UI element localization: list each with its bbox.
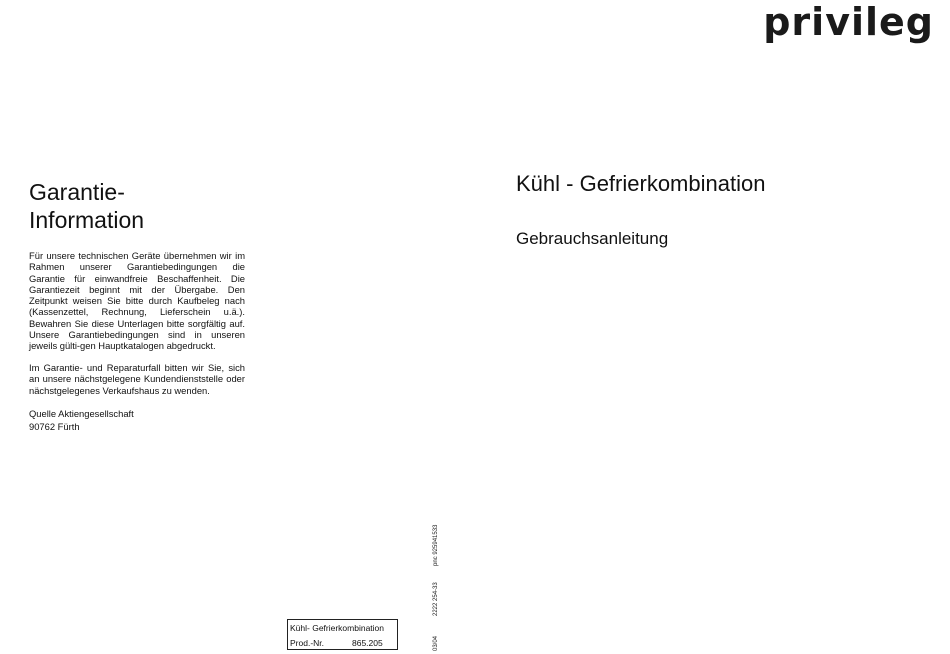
manual-title: Kühl - Gefrierkombination <box>516 171 766 196</box>
product-number-row <box>290 638 393 648</box>
warranty-paragraph-1: Für unsere technischen Geräte übernehmen wir im Rahmen unserer Garantiebedingungen die Garantie für einwandfreie Beschaffenheit. Die Garantiezeit beginnt mit der Übergabe. Den Zeitpunkt weisen Sie bitte durch Kaufbeleg nach (Kassenzettel, Rechnung, Lieferschein u.ä.). Bewahren Sie diese Unterlagen bitte sorgfältig auf. Unsere Garantiebedingungen sind in unseren jeweils gülti-gen Hauptkatalogen abgedruckt. <box>29 250 245 352</box>
product-info-box <box>287 619 398 650</box>
warranty-paragraph-2: Im Garantie- und Reparaturfall bitten wir Sie, sich an unsere nächstgelegene Kundendienststelle oder nächstgelegenes Verkaufshaus zu wenden. <box>29 362 245 396</box>
privileg-logo: privileg <box>763 0 934 44</box>
product-number-value: 865.205 <box>352 638 383 648</box>
warranty-title <box>29 178 249 234</box>
address-city: 90762 Fürth <box>29 420 80 432</box>
doc-code: 2222 254-33 <box>433 582 439 616</box>
pnc-code: pnc 925941533 <box>433 524 439 566</box>
manual-subtitle: Gebrauchsanleitung <box>516 229 669 248</box>
address-company: Quelle Aktiengesellschaft <box>29 408 134 419</box>
warranty-title-line2: Information <box>29 207 145 233</box>
product-name: Kühl- Gefrierkombination <box>290 623 385 633</box>
company-address <box>29 408 134 433</box>
warranty-title-line1: Garantie- <box>29 179 125 205</box>
date-code: 03/04 <box>433 635 439 651</box>
product-number-label: Prod.-Nr. <box>290 638 325 648</box>
